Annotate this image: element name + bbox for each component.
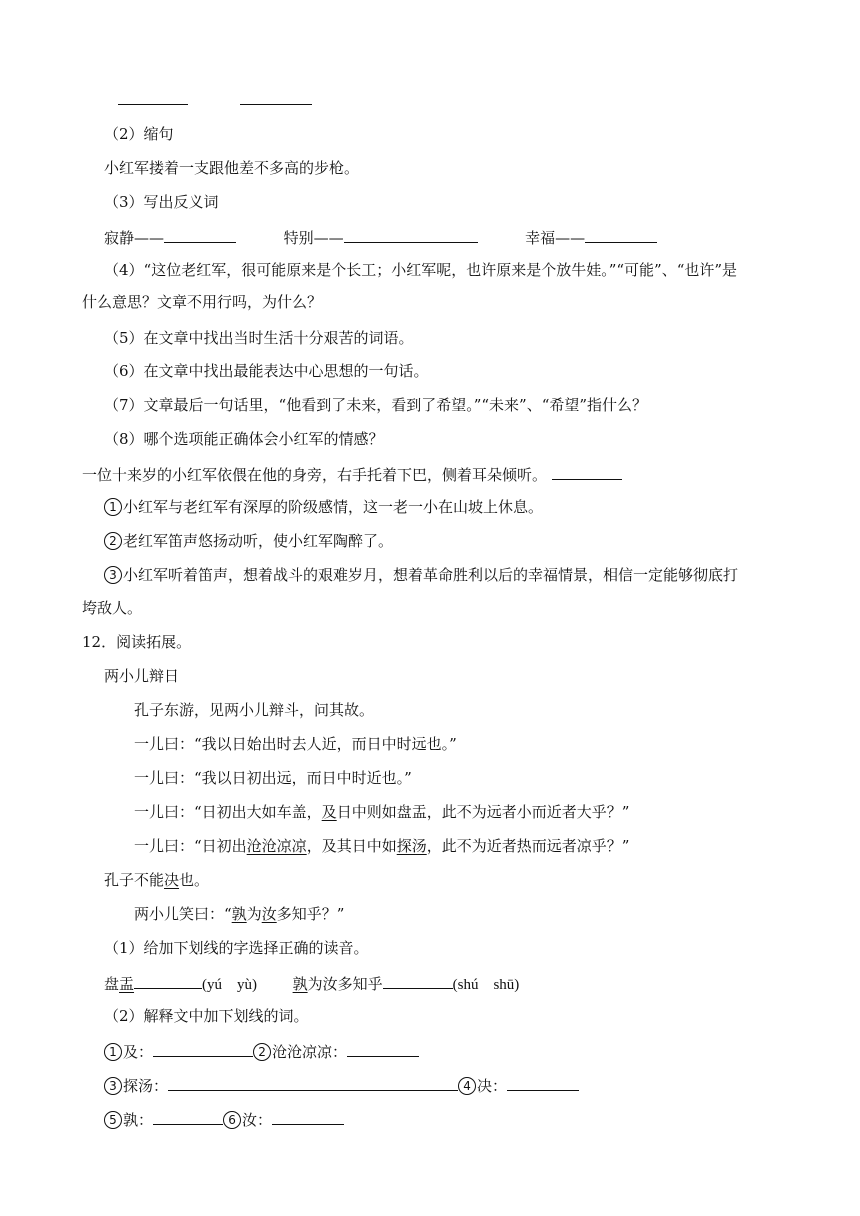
answer-blank[interactable]	[118, 88, 188, 105]
underlined-word: 探汤	[396, 837, 427, 855]
q11-part4-line1: （4）“这位老红军，很可能原来是个长工；小红军呢，也许原来是个放牛娃。”“可能”、“也许”是	[104, 261, 738, 279]
explain-label: 沧沧凉凉：	[272, 1043, 348, 1061]
passage-line: 一儿曰：“我以日始出时去人近，而日中时远也。”	[134, 735, 457, 753]
option-3-line2: 垮敌人。	[82, 599, 143, 617]
option-text: 老红军笛声悠扬动听，使小红军陶醉了。	[123, 532, 394, 550]
answer-blank[interactable]	[347, 1040, 419, 1057]
circled-number: 3	[104, 1077, 122, 1095]
q11-part6: （6）在文章中找出最能表达中心思想的一句话。	[104, 362, 429, 380]
text-segment: 盘	[104, 975, 120, 993]
circled-number: 1	[104, 498, 122, 516]
pinyin-options: (shú shū)	[452, 977, 520, 993]
explain-label: 探汤：	[123, 1077, 169, 1095]
circled-number: 1	[104, 1043, 122, 1061]
answer-blank[interactable]	[383, 972, 453, 989]
passage-line: 孔子东游，见两小儿辩斗，问其故。	[134, 701, 375, 719]
underlined-word: 孰	[231, 905, 247, 923]
text-segment: 为汝多知乎	[307, 975, 383, 993]
q11-part2-sentence: 小红军搂着一支跟他差不多高的步枪。	[104, 159, 360, 177]
underlined-word: 沧沧凉凉	[246, 837, 307, 855]
circled-number: 2	[104, 532, 122, 550]
passage-line: 一儿曰：“我以日初出远，而日中时近也。”	[134, 769, 412, 787]
q12-heading: 12．阅读拓展。	[82, 633, 192, 651]
explain-label: 决：	[477, 1077, 508, 1095]
underlined-word: 盂	[119, 975, 135, 993]
q11-part5: （5）在文章中找出当时生活十分艰苦的词语。	[104, 329, 414, 347]
text-segment: 日中则如盘盂，此不为远者小而近者大乎？”	[336, 803, 630, 821]
text-segment: 为	[246, 905, 262, 923]
option-1[interactable]	[104, 497, 543, 517]
antonym-item: 特别——	[283, 229, 344, 247]
circled-number: 2	[253, 1043, 271, 1061]
q12-sub2: （2）解释文中加下划线的词。	[104, 1007, 309, 1025]
text-segment: ，此不为近者热而远者凉乎？”	[426, 837, 630, 855]
answer-blank[interactable]	[552, 463, 622, 480]
passage-line	[134, 802, 629, 822]
explain-label: 及：	[123, 1043, 154, 1061]
answer-blank[interactable]	[164, 226, 236, 243]
q11-part8-sentence: 一位十来岁的小红军依偎在他的身旁，右手托着下巴，侧着耳朵倾听。	[82, 466, 548, 484]
answer-blank[interactable]	[507, 1074, 579, 1091]
passage-line	[104, 870, 209, 890]
explain-row	[104, 1108, 344, 1130]
poem-title: 两小儿辩日	[104, 667, 180, 685]
q11-part2-label: （2）缩句	[104, 125, 174, 143]
answer-blank[interactable]	[240, 88, 312, 105]
text-segment: 也。	[179, 871, 210, 889]
text-segment: ，及其日中如	[306, 837, 397, 855]
answer-blank[interactable]	[153, 1108, 223, 1125]
antonym-item: 幸福——	[525, 229, 586, 247]
option-text: 小红军与老红军有深厚的阶级感情，这一老一小在山坡上休息。	[123, 498, 544, 516]
pronunciation-row	[104, 972, 519, 995]
q11-part4-line2: 什么意思？文章不用行吗，为什么？	[82, 293, 323, 311]
passage-line	[134, 904, 344, 924]
answer-blanks-row	[118, 88, 312, 110]
passage-line	[134, 836, 629, 856]
answer-blank[interactable]	[272, 1108, 344, 1125]
explain-row	[104, 1074, 579, 1096]
circled-number: 5	[104, 1111, 122, 1129]
circled-number: 3	[104, 566, 122, 584]
underlined-word: 孰	[292, 975, 308, 993]
q11-part7: （7）文章最后一句话里，“他看到了未来，看到了希望。”“未来”、“希望”指什么？	[104, 396, 648, 414]
answer-blank[interactable]	[168, 1074, 458, 1091]
q11-part3-label: （3）写出反义词	[104, 193, 219, 211]
text-segment: 两小儿笑曰：“	[134, 905, 232, 923]
answer-blank[interactable]	[153, 1040, 253, 1057]
underlined-word: 及	[321, 803, 337, 821]
answer-blank[interactable]	[585, 226, 657, 243]
antonym-item: 寂静——	[104, 229, 165, 247]
q12-sub1: （1）给加下划线的字选择正确的读音。	[104, 939, 369, 957]
underlined-word: 汝	[261, 905, 277, 923]
antonym-row	[104, 226, 657, 248]
text-segment: 多知乎？”	[276, 905, 345, 923]
explain-row	[104, 1040, 419, 1062]
pinyin-options: (yú yù)	[202, 977, 258, 993]
explain-label: 孰：	[123, 1111, 154, 1129]
circled-number: 4	[458, 1077, 476, 1095]
text-segment: 一儿曰：“日初出	[134, 837, 247, 855]
q11-part8-sentence-row	[82, 463, 622, 485]
answer-blank[interactable]	[344, 226, 478, 243]
option-2[interactable]	[104, 531, 393, 551]
text-segment: 孔子不能	[104, 871, 165, 889]
option-3[interactable]	[104, 565, 738, 585]
q11-part8: （8）哪个选项能正确体会小红军的情感？	[104, 430, 384, 448]
circled-number: 6	[223, 1111, 241, 1129]
option-text: 小红军听着笛声，想着战斗的艰难岁月，想着革命胜利以后的幸福情景，相信一定能够彻底打	[123, 566, 739, 584]
underlined-word: 决	[164, 871, 180, 889]
text-segment: 一儿曰：“日初出大如车盖，	[134, 803, 322, 821]
explain-label: 汝：	[242, 1111, 273, 1129]
answer-blank[interactable]	[134, 972, 202, 989]
